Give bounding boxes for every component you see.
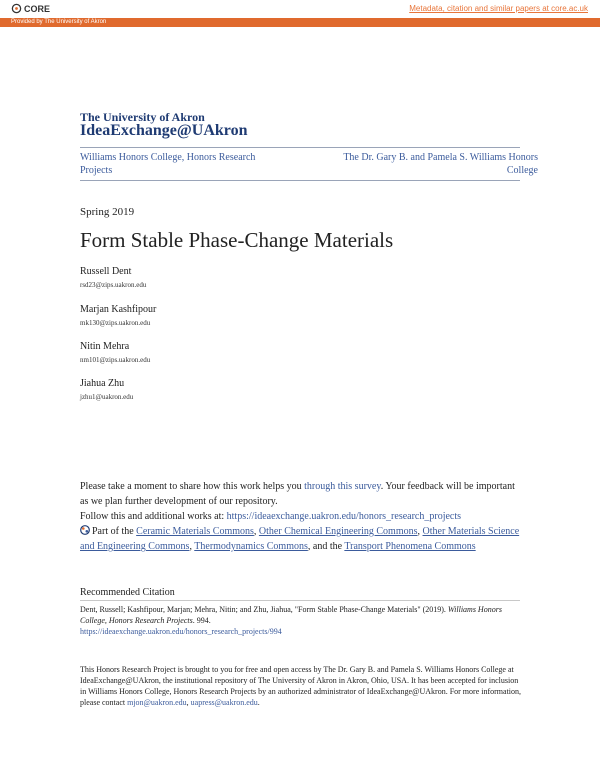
core-logo-text: CORE <box>24 3 51 14</box>
author-name: Marjan Kashfipour <box>80 304 157 315</box>
author-email[interactable]: mk130@zips.uakron.edu <box>80 319 151 327</box>
divider <box>80 600 520 601</box>
follow-link[interactable]: https://ideaexchange.uakron.edu/honors_research_projects <box>226 511 462 522</box>
separator: , <box>186 698 191 707</box>
provided-by-text: Provided by The University of Akron <box>11 19 107 25</box>
share-section <box>80 479 520 554</box>
share-text-after: . Your feedback will be important as we plan further development of our repository. <box>80 481 515 507</box>
core-header <box>0 0 600 18</box>
author-email[interactable]: jzhu1@uakron.edu <box>80 393 134 401</box>
core-metadata-link[interactable]: Metadata, citation and similar papers at core.ac.uk <box>409 4 588 13</box>
network-icon <box>80 525 90 535</box>
about-body: This Honors Research Project is brought to you for free and open access by The Dr. Gary B. and Pamela S. Williams Honors College at IdeaExchange@UAkron, the institutional repository of The University of Akron in Akron, Ohio, USA. It has been accepted for inclusion in Williams Honors College, Honors Research Projects by an authorized administrator of IdeaExchange@UAkron. For more information, please contact <box>80 665 522 707</box>
survey-link[interactable]: through this survey <box>304 481 381 492</box>
about-text <box>80 664 525 708</box>
author-email[interactable]: rsd23@zips.uakron.edu <box>80 281 147 289</box>
subject-link[interactable]: Ceramic Materials Commons <box>136 526 254 537</box>
separator: . <box>257 698 260 707</box>
separator: , <box>253 526 259 537</box>
part-of-text: Part of the <box>92 526 137 537</box>
subject-link[interactable]: Other Chemical Engineering Commons <box>258 526 418 537</box>
collection-link-right[interactable]: The Dr. Gary B. and Pamela S. Williams Honors College <box>343 152 538 176</box>
citation-series: Williams Honors College, Honors Research Projects <box>80 605 502 625</box>
subject-link[interactable]: Thermodynamics Commons <box>194 541 308 552</box>
collection-link-left[interactable]: Williams Honors College, Honors Research Projects <box>80 152 256 176</box>
contact-email[interactable]: uapress@uakron.edu <box>190 698 258 707</box>
citation-text <box>80 604 525 637</box>
citation-number: . 994. <box>192 616 211 625</box>
separator: , <box>417 526 423 537</box>
core-logo-icon <box>11 3 22 14</box>
separator: , and the <box>307 541 345 552</box>
recommended-citation-heading: Recommended Citation <box>80 587 175 598</box>
publication-date: Spring 2019 <box>80 206 135 218</box>
contact-email[interactable]: mjon@uakron.edu <box>127 698 187 707</box>
paper-title: Form Stable Phase-Change Materials <box>80 228 394 252</box>
subject-link[interactable]: Other Materials Science and Engineering Commons <box>80 526 520 552</box>
subject-link[interactable]: Transport Phenomena Commons <box>344 541 476 552</box>
share-text: Please take a moment to share how this work helps you <box>80 481 305 492</box>
citation-url[interactable]: https://ideaexchange.uakron.edu/honors_research_projects/994 <box>80 627 282 636</box>
author-name: Jiahua Zhu <box>80 378 125 389</box>
citation-authors: Dent, Russell; Kashfipour, Marjan; Mehra, Nitin; and Zhu, Jiahua, "Form Stable Phase-Change Materials" (2019). <box>80 605 448 614</box>
divider <box>80 180 520 181</box>
university-name[interactable]: The University of Akron <box>80 110 205 124</box>
author-name: Nitin Mehra <box>80 341 130 352</box>
repository-name[interactable]: IdeaExchange@UAkron <box>80 122 248 139</box>
provided-by-bar <box>0 18 600 27</box>
author-name: Russell Dent <box>80 266 132 277</box>
author-email[interactable]: nm101@zips.uakron.edu <box>80 356 151 364</box>
divider <box>80 147 520 148</box>
core-logo[interactable] <box>11 3 50 14</box>
follow-text: Follow this and additional works at: <box>80 511 227 522</box>
separator: , <box>189 541 195 552</box>
